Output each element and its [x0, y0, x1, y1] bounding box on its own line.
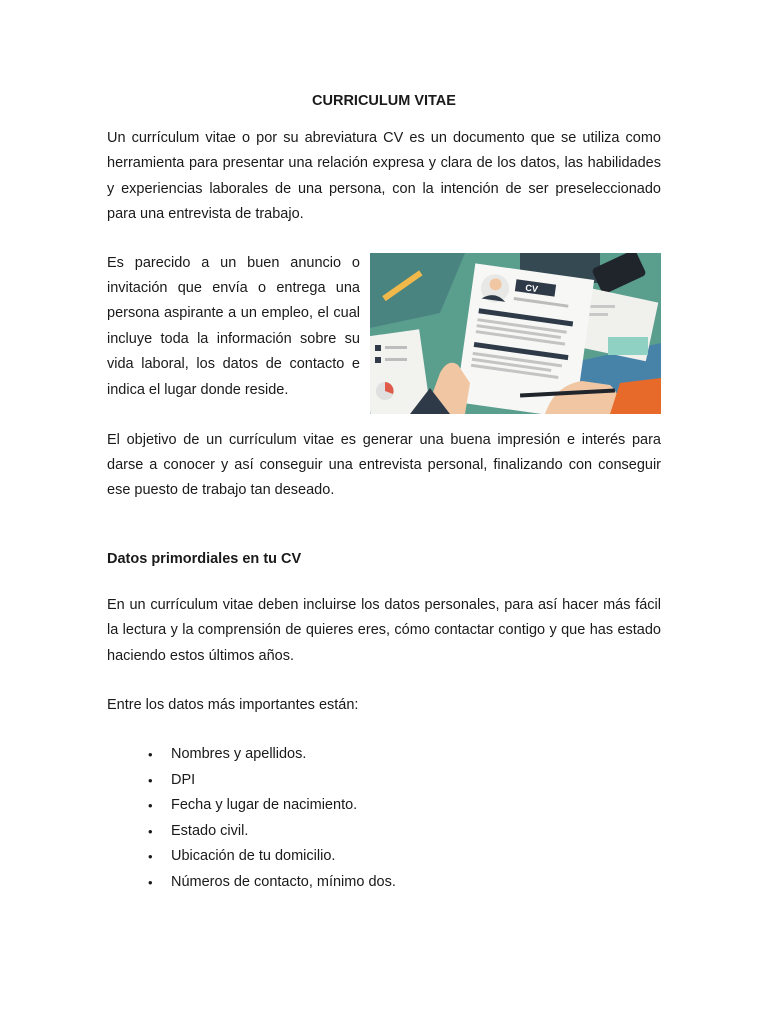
list-item — [107, 768, 661, 793]
important-data-list — [107, 742, 661, 894]
list-item — [107, 870, 661, 895]
list-item-text: DPI — [171, 771, 196, 788]
bullet-icon: • — [148, 874, 153, 890]
paragraph-intro: Un currículum vitae o por su abreviatura CV es un documento que se utiliza como herramienta para presentar una relación expresa y clara de los datos, las habilidades y experiencias laborales de una persona, con la intención de ser preseleccionado para una entrevista de trabajo. — [107, 130, 661, 223]
list-item-text: Estado civil. — [171, 822, 249, 839]
paragraph-list-intro: Entre los datos más importantes están: — [107, 697, 359, 714]
bullet-icon: • — [148, 798, 153, 814]
paragraph-personal-data: En un currículum vitae deben incluirse los datos personales, para así hacer más fácil la lectura y la comprensión de quieres eres, cómo contactar contigo y que has estado haciendo estos últimos años. — [107, 596, 661, 664]
list-item — [107, 793, 661, 818]
section-heading: Datos primordiales en tu CV — [107, 550, 302, 567]
list-item — [107, 819, 661, 844]
document-content — [107, 90, 661, 895]
bullet-icon: • — [148, 849, 153, 865]
bullet-icon: • — [148, 747, 153, 763]
paragraph-comparison: Es parecido a un buen anuncio o invitación que envía o entrega una persona aspirante a un empleo, el cual incluye toda la información sobre su vida laboral, los datos de contacto e indica el lugar donde reside. — [107, 254, 360, 398]
list-item-text: Fecha y lugar de nacimiento. — [171, 797, 358, 814]
cv-label: CV — [524, 282, 539, 294]
list-item — [107, 742, 661, 767]
bullet-icon: • — [148, 772, 153, 788]
document-title: CURRICULUM VITAE — [312, 93, 456, 109]
paragraph-objective: El objetivo de un currículum vitae es generar una buena impresión e interés para darse a conocer y así conseguir una entrevista personal, finalizando con conseguir ese puesto de trabajo tan deseado. — [107, 431, 661, 499]
list-item-text: Ubicación de tu domicilio. — [171, 848, 336, 865]
list-item-text: Nombres y apellidos. — [171, 746, 307, 763]
text-image-block — [107, 251, 661, 414]
bullet-icon: • — [148, 823, 153, 839]
cv-illustration — [370, 253, 661, 414]
list-item-text: Números de contacto, mínimo dos. — [171, 873, 396, 890]
list-item — [107, 844, 661, 869]
